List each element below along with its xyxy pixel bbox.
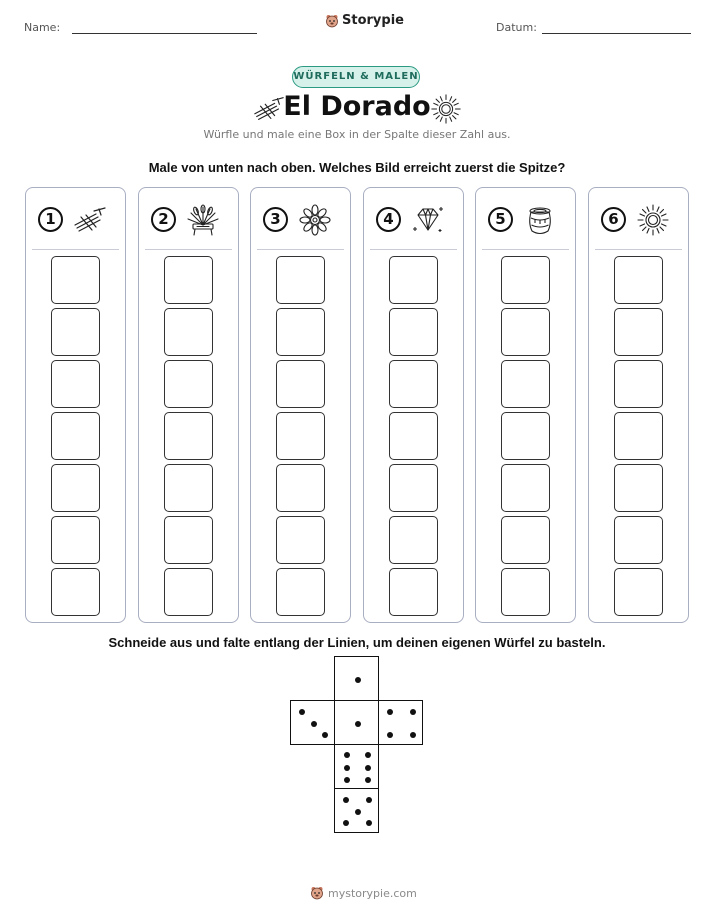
column-header: [372, 202, 456, 240]
die-pip: [299, 709, 305, 715]
die-face: [334, 788, 379, 833]
column-divider: [482, 249, 569, 250]
brand-name: Storypie: [342, 13, 404, 28]
mascot-icon: [325, 14, 339, 28]
column-number: 6: [601, 207, 626, 232]
column-divider: [370, 249, 457, 250]
column-header: [597, 202, 681, 240]
color-box[interactable]: [51, 412, 100, 460]
die-face: [378, 700, 423, 745]
die-pip: [387, 732, 393, 738]
die-pip: [365, 752, 371, 758]
column-divider: [257, 249, 344, 250]
color-box[interactable]: [389, 464, 438, 512]
die-pip: [355, 677, 361, 683]
color-box[interactable]: [51, 516, 100, 564]
die-face: [290, 700, 335, 745]
date-label: Datum:: [496, 21, 537, 34]
color-box[interactable]: [51, 308, 100, 356]
column-4: [363, 187, 464, 623]
color-box[interactable]: [614, 360, 663, 408]
color-box[interactable]: [51, 360, 100, 408]
column-3: [250, 187, 351, 623]
headdress-icon: [185, 203, 221, 237]
pot-icon: [522, 203, 558, 237]
column-header: [34, 202, 118, 240]
color-box[interactable]: [276, 516, 325, 564]
color-box[interactable]: [389, 308, 438, 356]
color-box[interactable]: [164, 360, 213, 408]
color-box[interactable]: [389, 256, 438, 304]
cut-instruction: Schneide aus und falte entlang der Linien, um deinen eigenen Würfel zu basteln.: [108, 635, 606, 650]
die-pip: [343, 797, 349, 803]
color-box[interactable]: [389, 360, 438, 408]
footer: [310, 886, 417, 900]
color-box[interactable]: [614, 516, 663, 564]
sun-icon: [635, 203, 671, 237]
color-box[interactable]: [614, 464, 663, 512]
color-box[interactable]: [501, 516, 550, 564]
color-box[interactable]: [276, 568, 325, 616]
color-box[interactable]: [501, 360, 550, 408]
die-face: [334, 700, 379, 745]
name-line: [72, 33, 257, 34]
die-pip: [410, 732, 416, 738]
color-box[interactable]: [51, 568, 100, 616]
color-box[interactable]: [164, 568, 213, 616]
column-number: 1: [38, 207, 63, 232]
die-pip: [355, 721, 361, 727]
color-box[interactable]: [614, 308, 663, 356]
color-box[interactable]: [164, 516, 213, 564]
color-box[interactable]: [389, 412, 438, 460]
color-box[interactable]: [276, 360, 325, 408]
column-5: [475, 187, 576, 623]
column-number: 3: [263, 207, 288, 232]
color-box[interactable]: [614, 256, 663, 304]
color-box[interactable]: [276, 412, 325, 460]
diamond-icon: [410, 203, 446, 237]
color-box[interactable]: [501, 464, 550, 512]
color-box[interactable]: [276, 308, 325, 356]
die-pip: [311, 721, 317, 727]
color-box[interactable]: [501, 568, 550, 616]
column-header: [259, 202, 343, 240]
die-pip: [410, 709, 416, 715]
column-header: [484, 202, 568, 240]
game-instruction: Male von unten nach oben. Welches Bild erreicht zuerst die Spitze?: [148, 160, 566, 175]
die-pip: [366, 820, 372, 826]
die-pip: [344, 752, 350, 758]
color-box[interactable]: [501, 256, 550, 304]
column-header: [147, 202, 231, 240]
color-box[interactable]: [164, 412, 213, 460]
color-box[interactable]: [276, 464, 325, 512]
color-box[interactable]: [614, 568, 663, 616]
header-bar: [0, 0, 714, 50]
die-pip: [365, 777, 371, 783]
die-face: [334, 744, 379, 789]
color-box[interactable]: [501, 412, 550, 460]
die-pip: [343, 820, 349, 826]
color-box[interactable]: [164, 464, 213, 512]
color-box[interactable]: [614, 412, 663, 460]
die-pip: [344, 765, 350, 771]
die-face: [334, 656, 379, 701]
footer-url: mystorypie.com: [328, 886, 417, 900]
color-box[interactable]: [389, 568, 438, 616]
die-pip: [366, 797, 372, 803]
column-1: [25, 187, 126, 623]
mascot-icon: [310, 886, 324, 900]
die-pip: [355, 809, 361, 815]
color-box[interactable]: [164, 308, 213, 356]
date-line: [542, 33, 691, 34]
color-box[interactable]: [164, 256, 213, 304]
die-pip: [322, 732, 328, 738]
category-tag: WÜRFELN & MALEN: [292, 66, 420, 88]
sun-icon: [429, 92, 463, 126]
flower-icon: [297, 203, 333, 237]
column-divider: [32, 249, 119, 250]
column-6: [588, 187, 689, 623]
page-title: El Dorado: [283, 91, 431, 122]
color-box[interactable]: [501, 308, 550, 356]
column-divider: [595, 249, 682, 250]
column-number: 2: [151, 207, 176, 232]
die-pip: [365, 765, 371, 771]
color-box[interactable]: [389, 516, 438, 564]
column-number: 5: [488, 207, 513, 232]
column-2: [138, 187, 239, 623]
column-divider: [145, 249, 232, 250]
die-pip: [344, 777, 350, 783]
die-pip: [387, 709, 393, 715]
color-box[interactable]: [51, 256, 100, 304]
color-box[interactable]: [51, 464, 100, 512]
subtitle: Würfle und male eine Box in der Spalte dieser Zahl aus.: [203, 128, 511, 141]
column-number: 4: [376, 207, 401, 232]
raft-icon: [72, 203, 108, 237]
name-label: Name:: [24, 21, 61, 34]
brand-logo: [325, 13, 404, 28]
color-box[interactable]: [276, 256, 325, 304]
